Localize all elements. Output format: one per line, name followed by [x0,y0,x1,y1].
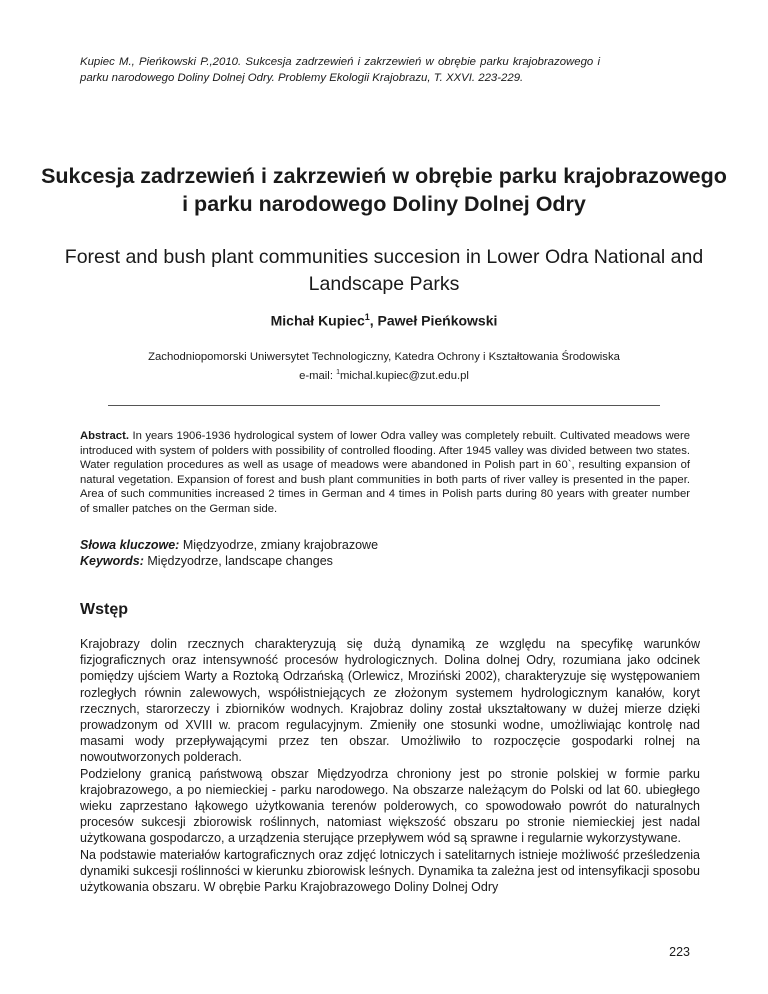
affiliation [40,350,728,384]
author-2: Paweł Pieńkowski [377,312,498,329]
email-address: michal.kupiec@zut.edu.pl [340,369,469,382]
abstract [80,429,690,517]
title-polish: Sukcesja zadrzewień i zakrzewień w obrębie parku krajobrazowego i parku narodowego Doliny Dolnej Odry [41,164,727,216]
author-1: Michał Kupiec [270,312,365,329]
abstract-label: Abstract. [80,430,129,442]
author-1-marker: 1 [364,312,370,322]
keywords [80,537,690,569]
paragraph: Krajobrazy dolin rzecznych charakteryzują się dużą dynamiką ze względu na specyfikę warunków fizjograficznych oraz intensywność procesów hydrologicznych. Dolina dolnej Odry, rozumiana jako odcinek pomiędzy ujściem Warty a Roztoką Odrzańską (Orlewicz, Mroziński 2002), charakteryzuje się występowaniem rozległych równin zalewowych, współistniejących ze złożonym systemem hydrologicznym kanałów, koryt rzecznych, starorzeczy i zbiorników wodnych. Krajobraz doliny został ukształtowany w dużej mierze dzięki prowadzonym od XVIII w. pracom regulacyjnym. Zmieniły one stosunki wodne, umożliwiając kontrolę nad masami wody przepływającymi przez ten obszar. Umożliwiło to rozpoczęcie gospodarki rolnej na nowoutworzonych polderach. [80,637,700,765]
keywords-english-text: Międzyodrze, landscape changes [143,554,333,568]
authors [40,312,728,329]
page-number: 223 [669,945,690,959]
keywords-english [80,553,690,569]
divider [108,405,660,406]
institution: Zachodniopomorski Uniwersytet Technologiczny, Katedra Ochrony i Kształtowania Środowiska [148,351,620,363]
keywords-polish-text: Międzyodrze, zmiany krajobrazowe [179,538,379,552]
title-english: Forest and bush plant communities succesion in Lower Odra National and Landscape Parks [64,246,704,295]
section-heading: Wstęp [80,601,128,618]
email-label: e-mail: [299,369,337,382]
author-separator: , [369,312,378,329]
keywords-english-label: Keywords: [80,554,144,568]
abstract-text: In years 1906-1936 hydrological system of lower Odra valley was completely rebuilt. Cultivated meadows were introduced with system of polders with possibility of controlled flooding. After 1945 valley was divided between two states. Water regulation procedures as well as usage of meadows were abandoned in Polish part in 60`, resulting expansion of natural vegetation. Expansion of forest and bush plant communities in both parts of river valley is presented in the paper. Area of such communities increased 2 times in German and 4 times in Polish parts during 80 years with greater number of smaller patches on the German side. [80,430,690,515]
keywords-polish [80,537,690,553]
keywords-polish-label: Słowa kluczowe: [80,538,180,552]
body-text [80,636,700,895]
email-line [40,365,728,384]
citation: Kupiec M., Pieńkowski P.,2010. Sukcesja zadrzewień i zakrzewień w obrębie parku krajobrazowego i parku narodowego Doliny Dolnej Odry. Problemy Ekologii Krajobrazu, T. XXVI. 223-229. [80,56,600,84]
paragraph: Podzielony granicą państwową obszar Międzyodrza chroniony jest po stronie polskiej w formie parku krajobrazowego, a po niemieckiej - parku narodowego. Na obszarze należącym do Polski od lat 60. ubiegłego wieku zaprzestano łąkowego użytkowania terenów polderowych, co spowodowało powrót do naturalnych procesów sukcesji zbiorowisk roślinnych, natomiast większość obszaru po stronie niemieckiej jest nadal użytkowana gospodarczo, a urządzenia sterujące przepływem wód są sprawne i regularnie wykorzystywane. [80,766,700,846]
email-marker: 1 [336,369,341,376]
paragraph: Na podstawie materiałów kartograficznych oraz zdjęć lotniczych i satelitarnych istnieje możliwość prześledzenia dynamiki sukcesji roślinności w kierunku zbiorowisk leśnych. Dynamika ta zależna jest od intensyfikacji sposobu użytkowania obszaru. W obrębie Parku Krajobrazowego Doliny Dolnej Odry [80,847,700,895]
